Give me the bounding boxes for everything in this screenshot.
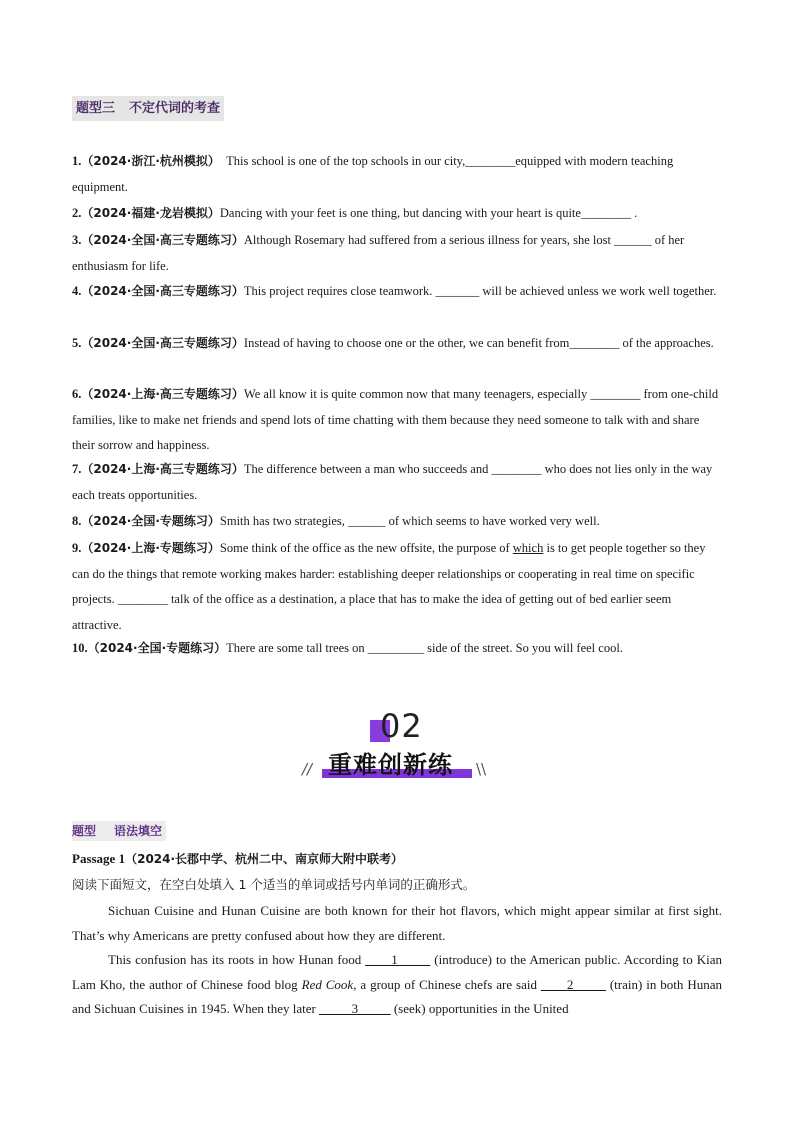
underlined-word: which [512,541,544,555]
question-text-a: Some think of the office as the new offsite, the purpose of [219,541,513,555]
section-heading-type-3 [72,96,224,121]
sub-section-heading [72,821,166,841]
passage-label: Passage 1 [72,851,126,866]
question-text: The difference between a man who succeeds and ________ who does not lies only in the way each treats opportunities. [72,462,713,502]
question-text: Dancing with your feet is one thing, but dancing with your heart is quite________ . [219,206,638,220]
question-text: Instead of having to choose one or the other, we can benefit from________ of the approaches. [243,336,714,350]
question-10: 10.（2024·全国·专题练习）There are some tall trees on _________ side of the street. So you will feel cool. [72,641,623,655]
passage-paragraph-2: This confusion has its roots in how Hunan food ____1_____ (introduce) to the American public. According to Kian Lam Kho, the author of Chinese food blog Red Cook, a group of Chinese chefs are said ____2_____ (train) in both Hunan and Sichuan Cuisines in 1945. When they later _____3_____ (seek) opportunities in the United [72,952,723,1016]
question-source: （2024·浙江·杭州模拟） [81,154,220,168]
question-4: 4.（2024·全国·高三专题练习）This project requires close teamwork. _______ will be achieved unless we work well together. [72,284,717,298]
question-1: 1.（2024·浙江·杭州模拟） This school is one of the top schools in our city,________equipped with modern teaching equipment. [72,154,674,194]
question-text: Although Rosemary had suffered from a serious illness for years, she lost ______ of her enthusiasm for life. [72,233,685,273]
question-source: （2024·上海·高三专题练习） [81,387,244,401]
question-5: 5.（2024·全国·高三专题练习）Instead of having to choose one or the other, we can benefit from________ of the approaches. [72,336,714,350]
blank-3: _____3_____ [319,1001,391,1016]
question-source: （2024·全国·高三专题练习） [81,336,244,350]
question-3: 3.（2024·全国·高三专题练习）Although Rosemary had suffered from a serious illness for years, she lost ______ of her enthusiasm for life. [72,233,685,273]
question-source: （2024·全国·高三专题练习） [81,233,244,247]
section-title: 不定代词的考查 [129,101,221,116]
passage-paragraph-1: Sichuan Cuisine and Hunan Cuisine are both known for their hot flavors, which might appear similar at first sight. That’s why Americans are pretty confused about how they are different. [72,903,722,943]
question-source: （2024·上海·专题练习） [81,541,220,555]
part-number-text: 02 [380,707,423,745]
passage-title [72,849,403,869]
question-source: （2024·全国·专题练习） [87,641,227,655]
question-text: This school is one of the top schools in our city,________equipped with modern teaching equipment. [72,154,674,194]
question-text: We all know it is quite common now that many teenagers, especially ________ from one-child families, like to make net friends and spend lots of time chatting with them because they need someone to talk with and share their sorrow and happiness. [72,387,719,452]
slash-decoration-left: // [302,760,313,778]
question-2: 2.（2024·福建·龙岩模拟）Dancing with your feet is one thing, but dancing with your heart is quite________ . [72,206,638,220]
blog-name: Red Cook [301,976,354,992]
question-source: （2024·上海·高三专题练习） [81,462,244,476]
blank-2: ____2_____ [540,976,606,992]
part-title-banner [300,750,494,784]
question-text: There are some tall trees on _________ side of the street. So you will feel cool. [226,641,623,655]
question-text: This project requires close teamwork. _______ will be achieved unless we work well together. [243,284,717,298]
part-number [368,706,448,746]
question-9: 9.（2024·上海·专题练习）Some think of the office as the new offsite, the purpose of which is to get people together so they can do the things that remote working makes harder: establishing deeper relationships or cooperating in real time on specific projects. ________ talk of the office as a destination, a place that has to make the idea of getting out of bed earlier seem attractive. [72,541,706,632]
question-text-b: is to get people together so they can do the things that remote working makes harder: establishing deeper relationships or cooperating in real time on specific projects. ________ talk of the office as a destination, a place that has to make the idea of getting out of bed earlier seem attractive. [72,541,706,632]
sub-section-title: 语法填空 [114,824,163,838]
question-8: 8.（2024·全国·专题练习）Smith has two strategies, ______ of which seems to have worked very well. [72,514,600,528]
question-source: （2024·全国·高三专题练习） [81,284,244,298]
part-title: 重难创新练 [328,751,453,779]
question-source: （2024·全国·专题练习） [81,514,220,528]
passage-instruction: 阅读下面短文，在空白处填入 1 个适当的单词或括号内单词的正确形式。 [72,877,476,892]
section-label: 题型三 [76,101,116,116]
question-6: 6.（2024·上海·高三专题练习）We all know it is quite common now that many teenagers, especially ________ from one-child families, like to make net friends and spend lots of time chatting with them because they need someone to talk with and share their sorrow and happiness. [72,387,719,452]
passage-source: （2024·长郡中学、杭州二中、南京师大附中联考） [125,852,404,866]
question-7: 7.（2024·上海·高三专题练习）The difference between a man who succeeds and ________ who does not lies only in the way each treats opportunities. [72,462,713,502]
slash-decoration-right: \\ [476,760,487,778]
question-source: （2024·福建·龙岩模拟） [81,206,220,220]
blank-1: ____1_____ [365,952,431,967]
sub-section-label: 题型 [72,824,97,838]
question-text: Smith has two strategies, ______ of which seems to have worked very well. [219,514,600,528]
